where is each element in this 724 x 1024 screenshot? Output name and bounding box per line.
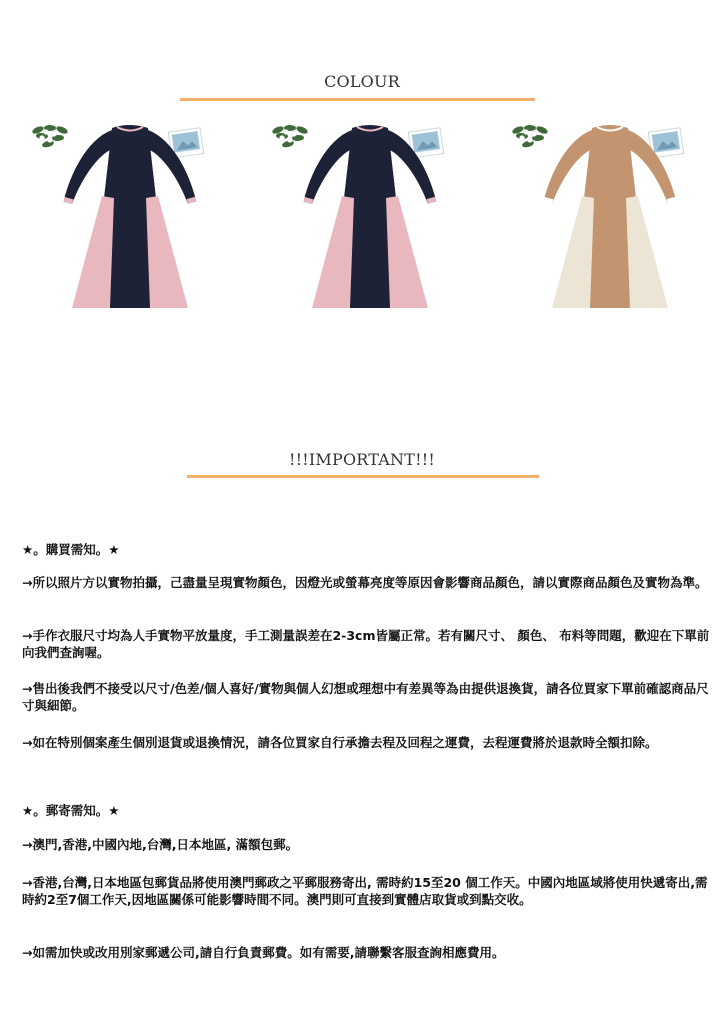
shipping-heading: ★。郵寄需知。★	[22, 803, 120, 818]
dress-photo-navy-pink-1	[20, 108, 240, 318]
purchase-heading: ★。購買需知。★	[22, 542, 120, 557]
purchase-note-size: →手作衣服尺寸均為人手實物平放量度，手工測量誤差在2-3cm皆屬正常。若有關尺寸、 顏色、 布料等問題，歡迎在下單前向我們查詢喔。	[22, 628, 710, 660]
purchase-note-returns: →售出後我們不接受以尺寸/色差/個人喜好/實物與個人幻想或理想中有差異等為由提供退換貨，請各位買家下單前確認商品尺寸與細節。	[22, 681, 709, 713]
purchase-note-photos: →所以照片方以實物拍攝，己盡量呈現實物顏色，因燈光或螢幕亮度等原因會影響商品顏色，請以實際商品顏色及實物為準。	[22, 575, 708, 590]
flower-bouquet-icon	[271, 125, 308, 149]
important-title: !!!IMPORTANT!!!	[289, 450, 435, 469]
purchase-note-shipping-cost: →如在特別個案產生個別退貨或退換情況，請各位買家自行承擔去程及回程之運費，去程運費將於退款時全額扣除。	[22, 735, 658, 750]
colour-divider	[180, 98, 535, 101]
flower-bouquet-icon	[31, 125, 68, 149]
colour-photos	[20, 108, 710, 318]
shipping-note-express: →如需加快或改用別家郵遞公司,請自行負責郵費。如有需要,請聯繫客服查詢相應費用。	[22, 945, 505, 960]
important-divider	[187, 475, 539, 478]
dress-photo-navy-pink-2	[260, 108, 480, 318]
shipping-note-free: →澳門,香港,中國內地,台灣,日本地區, 滿額包郵。	[22, 837, 299, 852]
flower-bouquet-icon	[511, 125, 548, 149]
dress-photo-camel-cream	[500, 108, 720, 318]
shipping-note-methods: →香港,台灣,日本地區包郵貨品將使用澳門郵政之平郵服務寄出, 需時約15至20 個工作天。中國內地區域將使用快遞寄出,需時約2至7個工作天,因地區關係可能影響時間不同。澳門則可直接到實體店取貨或到點交收。	[22, 875, 708, 907]
colour-title: COLOUR	[324, 72, 400, 91]
